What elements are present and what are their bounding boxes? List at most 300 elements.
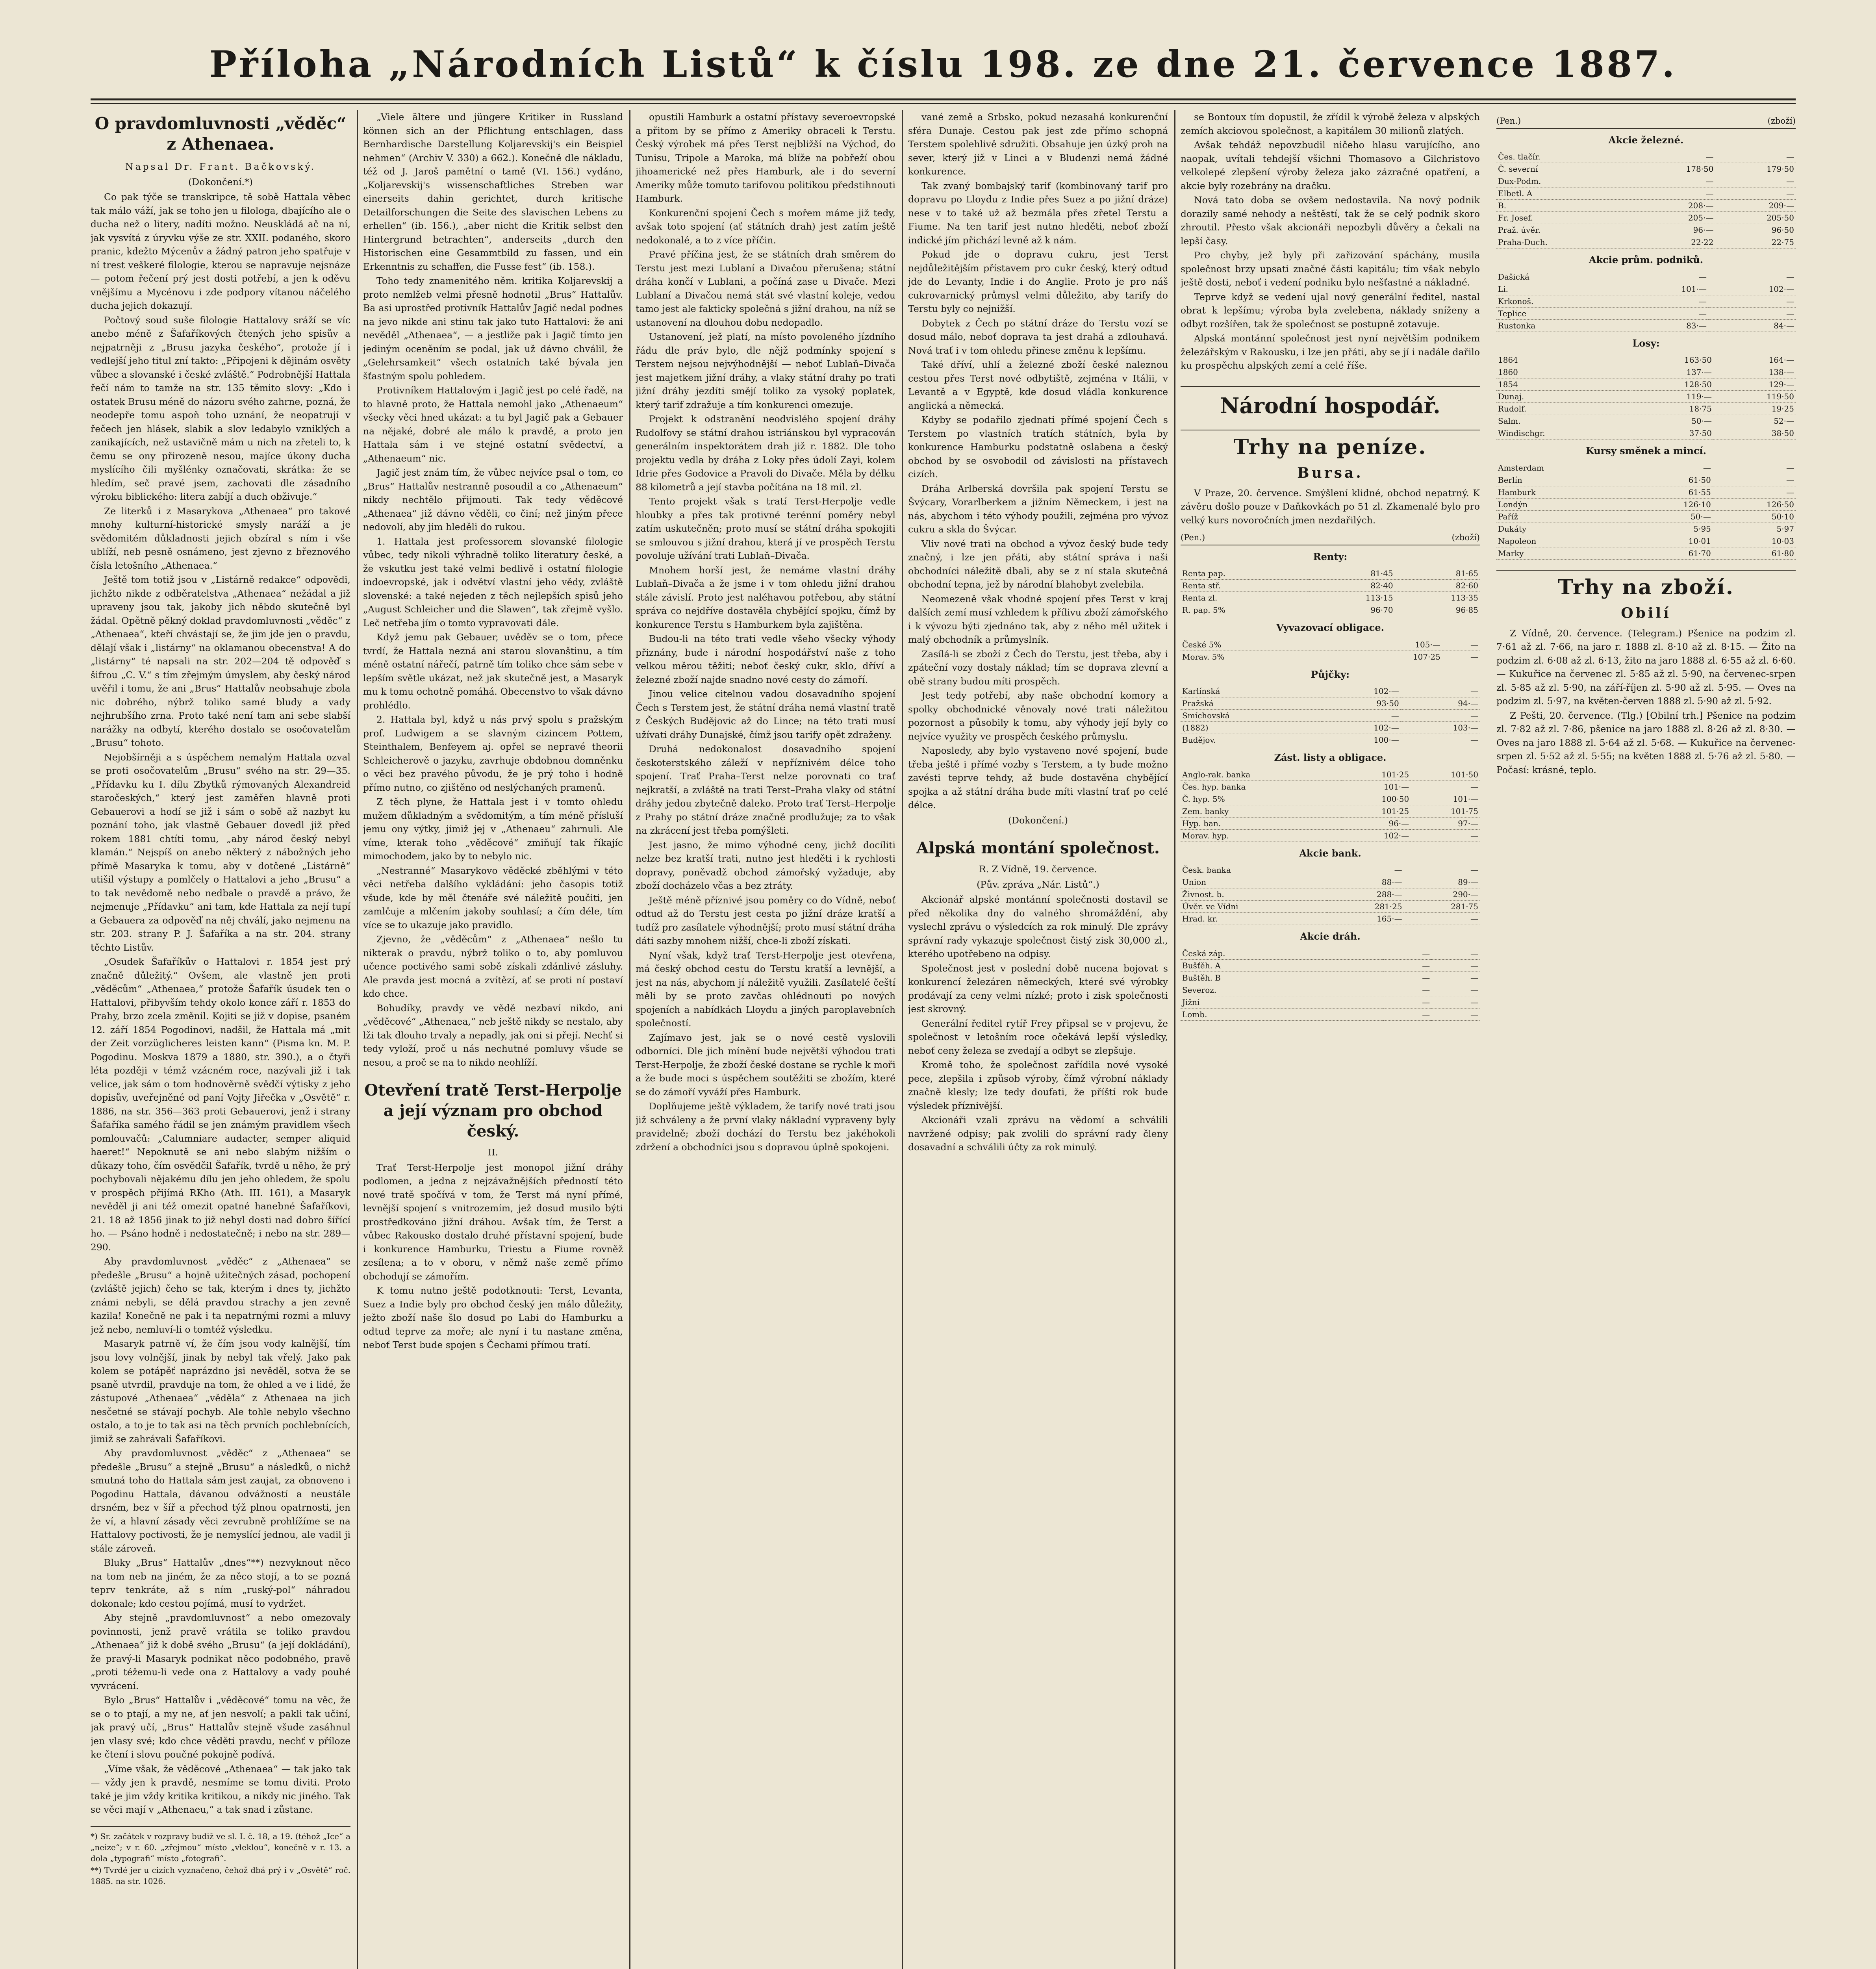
quote-value: 82·40 bbox=[1309, 580, 1394, 592]
quote-value: — bbox=[1713, 486, 1796, 498]
table-row bbox=[1181, 604, 1480, 616]
paragraph: Aby stejně „pravdomluvnost“ a nebo omezovaly povinnosti, jenž pravě vrátila se toliko pravdou „Athenaea“ již k době svého „Brusu“ (a její dokládání), že pravý-li Masaryk podnikat něco podobného, pravě „proti téžemu-li vede ona z Hattalovy a vady pouhé vyvrácení. bbox=[91, 1612, 350, 1691]
security-name: Elbetl. A bbox=[1496, 187, 1635, 200]
paragraph: Avšak tehdáž nepovzbudil ničeho hlasu varujícího, ano naopak, uvítali tehdejší všichni Thomasovo a Gilchristovo velkolepé zlepšení výroby železa jako zázračné opatření, a akcie byly rozebrány na dračku. bbox=[1181, 139, 1480, 191]
security-name: B. bbox=[1496, 200, 1635, 212]
quote-value: 101·25 bbox=[1342, 805, 1411, 817]
quote-value: 129·— bbox=[1713, 378, 1796, 391]
table-row bbox=[1496, 283, 1796, 295]
paragraph: opustili Hamburk a ostatní přístavy severoevropské a přitom by se přímo z Ameriky obraceli k Terstu. Český výrobek má přes Terst nejbližší na Východ, do Tunisu, Tripole a Maroka, má blíže na pobřeží obou jihoamerické než přes Hamburk, ale i do severní Ameriky může tomuto tarifovou politikou předstihnouti Hamburk. bbox=[636, 111, 895, 204]
quote-value: 179·50 bbox=[1715, 163, 1796, 175]
grain-reports bbox=[1496, 627, 1796, 777]
paragraph: Jagič jest znám tím, že vůbec nejvíce psal o tom, co „Brus“ Hattalův nestranně posoudil a co „Athenaeum“ nikdy nechtělo přijmouti. Tak tedy věděcové „Athenaea“ již dávno věděli, co činí; než jiným přece nedovolí, aby jim hleděli do rukou. bbox=[363, 467, 623, 532]
security-name: Renta zl. bbox=[1181, 592, 1309, 604]
quote-value: — bbox=[1321, 710, 1400, 722]
security-name: 1864 bbox=[1496, 354, 1631, 366]
quote-value: 119·50 bbox=[1713, 391, 1796, 403]
paragraph: Společnost jest v poslední době nucena bojovat s konkurencí železáren německých, které své výrobky prodávají za ceny velmi nízké; proto i zisk společnosti jest skrovný. bbox=[908, 962, 1168, 1014]
quote-value: 113·35 bbox=[1395, 592, 1480, 604]
quote-value: — bbox=[1327, 864, 1403, 876]
security-name: Praž. úvěr. bbox=[1496, 224, 1635, 236]
quote-value: 61·55 bbox=[1629, 486, 1713, 498]
quote-value: — bbox=[1404, 913, 1480, 925]
quote-value: — bbox=[1708, 295, 1796, 307]
quote-value: — bbox=[1431, 947, 1480, 960]
quote-value: 100·— bbox=[1321, 734, 1400, 746]
table-row bbox=[1181, 1008, 1480, 1020]
security-name: Zem. banky bbox=[1181, 805, 1342, 817]
paragraph: Generální ředitel rytíř Frey připsal se v projevu, že společnost v letošním roce očekává lepší výsledky, neboť ceny železa se zvedají a odbyt se zlepšuje. bbox=[908, 1018, 1168, 1056]
table-row bbox=[1496, 212, 1796, 224]
table-row bbox=[1181, 685, 1480, 697]
column-divider bbox=[629, 110, 630, 1969]
quote-value: 138·— bbox=[1713, 366, 1796, 378]
paragraph: Zajímavo jest, jak se o nové cestě vyslovili odborníci. Dle jich mínění bude největší výhodou trati Terst-Herpolje, že zboží české dostane se rychle k moři a že bude moci s úspěchem soutěžiti se zbožím, které se do zámoří vyváží přes Hamburk. bbox=[636, 1032, 895, 1098]
article-body-terst bbox=[363, 1161, 623, 1352]
paragraph: Jest jasno, že mimo výhodné ceny, jichž docíliti nelze bez kratší trati, nutno jest hleděti i k rychlosti dopravy, poněvadž obchod zámořský vyžaduje, aby zboží docházelo včas a bez ztráty. bbox=[636, 839, 895, 891]
quote-value: 288·— bbox=[1327, 888, 1403, 901]
paragraph: „Víme však, že věděcové „Athenaea“ — tak jako tak — vždy jen k pravdě, nesmíme se tomu diviti. Proto také je jim vždy kritika kritikou, a nikdy nic jiného. Tak se věci mají v „Athenaeu,“ a tak snad i zůstane. bbox=[91, 1763, 350, 1815]
quote-value: 50·— bbox=[1629, 510, 1713, 523]
paragraph: Z těch plyne, že Hattala jest i v tomto ohledu mužem důkladným a svědomitým, a tím méně přísluší jemu ony výtky, jimiž jej v „Athenaeu“ zahrnuli. Ale víme, kterak toho „věděcové“ zmiňují tak říkajíc mimochodem, jako by to nebylo nic. bbox=[363, 796, 623, 862]
paragraph: Kdyby se podařilo zjednati přímé spojení Čech s Terstem po vlastních tratích státních, byla by konkurence Hamburku podstatně oslabena a český obchod by se osvobodil od závislosti na přístavech cizích. bbox=[908, 414, 1168, 480]
paragraph: „Nestranné“ Masarykovo věděcké zběhlými v této věci netřeba dalšího vykládání: jeho časopis totiž všude, kde by měl čtenáře své náležitě poučiti, jen zamlčuje a mlčením jakoby souhlasí; a čím déle, tím více se to ukazuje jako pravidlo. bbox=[363, 865, 623, 931]
table-row bbox=[1496, 319, 1796, 332]
quote-value: — bbox=[1715, 175, 1796, 187]
quote-value: 103·— bbox=[1401, 722, 1480, 734]
security-name: Smíchovská bbox=[1181, 710, 1321, 722]
article-body-cont bbox=[363, 110, 623, 1069]
paragraph: Projekt k odstranění neodvislého spojení dráhy Rudolfovy se státní drahou istriánskou byl vypracován generálním inspektorátem drah již r. 1882. Dle toho projektu vedla by dráha z Loky přes údolí Zayi, kolem Idrie přes Godovice a Pravoli do Divače. Měla by délku 88 kilometrů a její stavba počítána na 18 mil. zl. bbox=[636, 413, 895, 493]
quote-group-title: Půjčky: bbox=[1311, 668, 1350, 680]
quote-group-title: Renty: bbox=[1313, 551, 1348, 562]
table-row bbox=[1181, 769, 1480, 781]
table-row bbox=[1496, 535, 1796, 547]
quote-value: — bbox=[1635, 187, 1715, 200]
security-name: 1854 bbox=[1496, 378, 1631, 391]
table-row bbox=[1181, 592, 1480, 604]
quote-value: 205·— bbox=[1635, 212, 1715, 224]
quote-value: — bbox=[1431, 959, 1480, 972]
quote-value: 101·25 bbox=[1342, 769, 1411, 781]
quote-value: 208·— bbox=[1635, 200, 1715, 212]
quote-value: 84·— bbox=[1708, 319, 1796, 332]
quote-value: 102·— bbox=[1321, 722, 1400, 734]
paragraph: Aby pravdomluvnost „věděc“ z „Athenaea“ se předešle „Brusu“ a hojně užitečných zásad, pochopení (zvláště jejich) čeho se tak, kterým i dnes ty, jichžto známi nebyli, se dělá pravdou strachy a jen zevně kazila! Konečně ne pak i ta nepatrnými rozmi a mluvy jež nebo, nemluví-li o tomtéž výsledku. bbox=[91, 1256, 350, 1335]
quote-value: — bbox=[1401, 685, 1480, 697]
quote-value: 101·— bbox=[1621, 283, 1708, 295]
security-name: Č. hyp. 5% bbox=[1181, 793, 1342, 805]
security-name: Paříž bbox=[1496, 510, 1629, 523]
table-row bbox=[1181, 864, 1480, 876]
table-row bbox=[1181, 959, 1480, 972]
table-row bbox=[1496, 415, 1796, 427]
quote-value: — bbox=[1713, 474, 1796, 486]
quote-value: — bbox=[1383, 959, 1432, 972]
quote-value: 61·70 bbox=[1629, 547, 1713, 559]
security-name: Renta stř. bbox=[1181, 580, 1309, 592]
quote-table bbox=[1181, 864, 1480, 925]
paragraph: Zjevno, že „věděcům“ z „Athenaea“ nešlo tu nikterak o pravdu, nýbrž toliko o to, aby pomluvou učence poctivého sami sobě získali zdánlivé zásluhy. Ale pravda jest mocná a zvítězí, ať se proti ní postaví kdo chce. bbox=[363, 934, 623, 999]
security-name: Česká záp. bbox=[1181, 947, 1383, 960]
paragraph: Když jemu pak Gebauer, uvěděv se o tom, přece tvrdí, že Hattala nezná ani starou slovanštinu, a tím méně ostatní nářečí, patrně tím toliko chce sám sebe v lepším světle ukázat, než jak skutečně jest, a Masaryk mu k tomu ochotně pomáhá. Obecenstvo to však dávno prohlédlo. bbox=[363, 632, 623, 711]
quote-value: — bbox=[1431, 984, 1480, 996]
table-row bbox=[1181, 829, 1480, 842]
quote-value: — bbox=[1383, 984, 1432, 996]
column-1 bbox=[91, 110, 350, 1969]
quote-groups-left bbox=[1181, 550, 1480, 1021]
quote-value: 18·75 bbox=[1631, 403, 1713, 415]
paragraph: Tento projekt však s tratí Terst-Herpolje vedle hloubky a přes tak protivné terénní poměry nebyl zatím uskutečněn; proto musí se státní dráha spokojiti se smlouvou s jižní drahou, která jí ve prospěch Terstu povoluje užívání trati Lublaň–Divača. bbox=[636, 496, 895, 561]
continuation-note: (Dokončení.*) bbox=[188, 176, 253, 187]
quote-value: 105·— bbox=[1337, 639, 1442, 651]
paragraph: Pro chyby, jež byly při zařizování spáchány, musila společnost brzy upsati značné části kapitálu; tím však nebylo ještě dosti, neboť i vedení podniku bylo nešťastné a nákladné. bbox=[1181, 250, 1480, 288]
quote-value: 281·25 bbox=[1327, 901, 1403, 913]
paragraph: Bluky „Brus“ Hattalův „dnes“**) nezvyknout něco na tom neb na jiném, že za něco stojí, a to se pozná teprv tenkráte, až s ním „ruský-pol“ náhradou dokonale; kdo cestou pojímá, musí to vydržet. bbox=[91, 1557, 350, 1609]
paragraph: Teprve když se vedení ujal nový generální ředitel, nastal obrat k lepšímu; výroba byla zvelebena, náklady sníženy a odbyt rozšířen, tak že společnost se postupně zotavuje. bbox=[1181, 291, 1480, 330]
quote-value: 97·— bbox=[1411, 817, 1480, 829]
paragraph: Bohudíky, pravdy ve vědě nezbaví nikdo, ani „věděcové“ „Athenaea,“ neb ještě nikdy se nestalo, aby lži tak dlouho trvaly a nepadly, jak oni si přejí. Nechť si tedy vyloží, proč u nás nechutné pomluvy všude se nesou, a proč se na to nikdo neohlíží. bbox=[363, 1002, 623, 1068]
table-row bbox=[1181, 697, 1480, 710]
security-name: R. pap. 5% bbox=[1181, 604, 1309, 616]
section-money-markets: Trhy na peníze. bbox=[1181, 430, 1480, 460]
article-title: O pravdomluvnosti „věděc“ z Athenaea. bbox=[95, 114, 347, 154]
security-name: Česk. banka bbox=[1181, 864, 1327, 876]
quote-table bbox=[1181, 567, 1480, 616]
quote-value: 96·— bbox=[1342, 817, 1411, 829]
quote-value: 102·— bbox=[1708, 283, 1796, 295]
quote-value: — bbox=[1442, 651, 1480, 663]
quote-table bbox=[1181, 769, 1480, 842]
paragraph: *) Sr. začátek v rozpravy budiž ve sl. I. č. 18, a 19. (téhož „Ice“ a „neize“; v r. 60. „zřejmou“ místo „vleklou“, konečně v r. 13. a dola „typografi“ místo „fotografi“. bbox=[91, 1831, 350, 1863]
table-row bbox=[1496, 271, 1796, 283]
paragraph: Ještě méně příznivé jsou poměry co do Vídně, neboť odtud až do Terstu jest cesta po jižní dráze kratší a tudíž pro zasílatele výhodnější; proto musí státní dráha dáti sazby mnohem nižší, chce-li zboží získati. bbox=[636, 894, 895, 946]
source-note: (Pův. zpráva „Nár. Listů“.) bbox=[977, 879, 1099, 890]
quote-value: — bbox=[1635, 151, 1715, 163]
quote-value: — bbox=[1383, 996, 1432, 1008]
column-4 bbox=[908, 110, 1168, 1969]
security-name: Li. bbox=[1496, 283, 1621, 295]
footnotes bbox=[91, 1826, 350, 1887]
security-name: Salm. bbox=[1496, 415, 1631, 427]
quote-value: 96·70 bbox=[1309, 604, 1394, 616]
article-body bbox=[91, 190, 350, 1817]
quote-value: 178·50 bbox=[1635, 163, 1715, 175]
security-name: Morav. 5% bbox=[1181, 651, 1337, 663]
security-name: Hrad. kr. bbox=[1181, 913, 1327, 925]
paragraph: K tomu nutno ještě podotknouti: Terst, Levanta, Suez a Indie byly pro obchod český jen málo důležity, ježto zboží naše šlo dosud po Labi do Hamburku a odtud teprve za moře; ale nyní i tu nastane změna, neboť Terst bude spojen s Čechami přímou tratí. bbox=[363, 1285, 623, 1350]
quote-value: 38·50 bbox=[1713, 427, 1796, 439]
paragraph: Budou-li na této trati vedle všeho všecky výhody přiznány, bude i národní hospodářství naše z toho velkou měrou těžiti; neboť český cukr, sklo, dříví a železné zboží najde snadno nové cesty do zámoří. bbox=[636, 633, 895, 685]
quote-value: 5·97 bbox=[1713, 523, 1796, 535]
paragraph: Nová tato doba se ovšem nedostavila. Na nový podnik dorazily samé nehody a neštěstí, tak že se celý podnik skoro zhroutil. Přesto však akcionáři nepozbyli důvěry a čekali na lepší časy. bbox=[1181, 195, 1480, 247]
table-row bbox=[1496, 474, 1796, 486]
security-name: Hamburk bbox=[1496, 486, 1629, 498]
security-name: Dunaj. bbox=[1496, 391, 1631, 403]
table-row bbox=[1496, 547, 1796, 559]
quote-value: 96·— bbox=[1635, 224, 1715, 236]
article-body-alpine-cont bbox=[1181, 110, 1480, 373]
table-row bbox=[1181, 996, 1480, 1008]
quote-group-title: Akcie dráh. bbox=[1300, 931, 1361, 942]
paragraph: Ze literků i z Masarykova „Athenaea“ pro takové mnohy kulturní-historické smysly naráží a je svědomitém důkladnosti jejich obzíral s ním i vše ublíží, neb pesně osnámeno, jest zjevno z březnového čísla letošního „Athenaea.“ bbox=[91, 505, 350, 571]
article-part-number: II. bbox=[488, 1147, 499, 1158]
security-name: Fr. Josef. bbox=[1496, 212, 1635, 224]
table-row bbox=[1496, 378, 1796, 391]
security-name: Union bbox=[1181, 876, 1327, 888]
quote-value: 164·— bbox=[1713, 354, 1796, 366]
paragraph: Naposledy, aby bylo vystaveno nové spojení, bude třeba ještě i přímé vozby s Terstem, a ty bude možno zavésti teprve tehdy, až bude dostavěna chybějící spojka a až státní dráha bude míti vlastní trať po celé délce. bbox=[908, 745, 1168, 810]
security-name: (1882) bbox=[1181, 722, 1321, 734]
security-name: Dašická bbox=[1496, 271, 1621, 283]
quote-value: — bbox=[1713, 462, 1796, 474]
table-header-cell: (Pen.) bbox=[1496, 116, 1521, 126]
quote-value: 102·— bbox=[1342, 829, 1411, 842]
table-row bbox=[1181, 567, 1480, 580]
header-rule bbox=[91, 98, 1796, 100]
quote-value: 22·22 bbox=[1635, 236, 1715, 248]
paragraph: Neomezeně však vhodné spojení přes Terst v kraj dalších zemí musí vzhledem k přílivu zboží zámořského i k vývozu býti zjednáno tak, aby z něho měl užitek i malý obchodník a průmyslník. bbox=[908, 593, 1168, 645]
quote-value: 94·— bbox=[1401, 697, 1480, 710]
paragraph: Nyní však, když trať Terst-Herpolje jest otevřena, má český obchod cestu do Terstu kratší a levnější, a jest na nás, abychom jí náležitě využili. Zasílatelé čeští měli by se proto zavčas ohlédnouti po nových spojeních a nabídkách Lloydu a jiných paroplavebních společností. bbox=[636, 949, 895, 1029]
column-divider bbox=[902, 110, 903, 1969]
security-name: Dux-Podm. bbox=[1496, 175, 1635, 187]
table-row bbox=[1181, 876, 1480, 888]
table-row bbox=[1181, 913, 1480, 925]
security-name: Jižní bbox=[1181, 996, 1383, 1008]
table-row bbox=[1496, 295, 1796, 307]
quote-value: 290·— bbox=[1404, 888, 1480, 901]
quote-value: — bbox=[1635, 175, 1715, 187]
security-name: Čes. hyp. banka bbox=[1181, 781, 1342, 793]
table-row bbox=[1496, 354, 1796, 366]
paragraph: Ustanovení, jež platí, na místo povoleného jízdního řádu dle práv bylo, dle nějž podmínky spojení s Terstem nejsou nejvýhodnější — neboť Lublaň–Divača jest majetkem jižní dráhy, a vlaky státní drahy po trati jižní dráhy jezdíti smějí toliko za vysoký poplatek, který tarif zdražuje a tím konkurenci omezuje. bbox=[636, 331, 895, 410]
quote-value: 10·01 bbox=[1629, 535, 1713, 547]
quote-value: — bbox=[1708, 271, 1796, 283]
header-rule-thin bbox=[91, 103, 1796, 104]
paragraph: Dráha Arlberská dovršila pak spojení Terstu se Švýcary, Vorarlberkem a jižním Německem, i jest na nás, abychom i této výhody použili, zejména pro vývoz cukru a skla do Švýcar. bbox=[908, 483, 1168, 535]
quote-value: 82·60 bbox=[1395, 580, 1480, 592]
quote-group-title: Vyvazovací obligace. bbox=[1276, 622, 1384, 633]
quote-table bbox=[1181, 639, 1480, 663]
quote-value: 22·75 bbox=[1715, 236, 1796, 248]
table-header-cell: (Pen.) bbox=[1181, 533, 1205, 542]
quote-value: 96·50 bbox=[1715, 224, 1796, 236]
quote-value: — bbox=[1431, 996, 1480, 1008]
table-row bbox=[1181, 639, 1480, 651]
table-row bbox=[1496, 403, 1796, 415]
paragraph: Mnohem horší jest, že nemáme vlastní dráhy Lublaň–Divača a že jsme i v tom ohledu jižní drahou stále závislí. Proto jest naléhavou potřebou, aby státní správa co nejdříve dostavěla chybějící spojku, čímž by konkurence Terstu s Hamburkem byla zajištěna. bbox=[636, 564, 895, 630]
table-row bbox=[1181, 972, 1480, 984]
quote-value: — bbox=[1383, 1008, 1432, 1020]
quote-value: — bbox=[1708, 307, 1796, 319]
quote-value: 10·03 bbox=[1713, 535, 1796, 547]
table-header bbox=[1181, 531, 1480, 545]
quote-value: — bbox=[1401, 734, 1480, 746]
quote-group-title: Akcie prům. podniků. bbox=[1589, 254, 1704, 265]
table-row bbox=[1181, 817, 1480, 829]
security-name: 1860 bbox=[1496, 366, 1631, 378]
quote-value: 19·25 bbox=[1713, 403, 1796, 415]
paragraph: Doplňujeme ještě výkladem, že tarify nové trati jsou již schváleny a že první vlaky nákladní vypraveny byly pravidelně; zboží dochází do Terstu bez jakéhokoli zdržení a obchodníci jsou s dopravou úplně spokojeni. bbox=[636, 1101, 895, 1153]
quote-group-title: Losy: bbox=[1632, 337, 1660, 349]
quote-value: — bbox=[1715, 151, 1796, 163]
paragraph: Také dříví, uhlí a železné zboží české naleznou cestou přes Terst nové odbytiště, zejména v Itálii, v Levantě a v Egyptě, kde dosud vládla konkurence anglická a německá. bbox=[908, 359, 1168, 411]
table-row bbox=[1181, 580, 1480, 592]
quote-value: 128·50 bbox=[1631, 378, 1713, 391]
quote-value: 89·— bbox=[1404, 876, 1480, 888]
security-name: Bušťěh. A bbox=[1181, 959, 1383, 972]
security-name: Karlínská bbox=[1181, 685, 1321, 697]
table-row bbox=[1181, 888, 1480, 901]
quote-value: 165·— bbox=[1327, 913, 1403, 925]
security-name: Severoz. bbox=[1181, 984, 1383, 996]
subsection-bursa: Bursa. bbox=[1297, 464, 1363, 481]
quote-value: 5·95 bbox=[1629, 523, 1713, 535]
paragraph: Toho tedy znamenitého něm. kritika Koljarevskij a proto nemlžeb velmi přesně hodnotil „Brus“ Hattalův. Ba asi uprostřed protivník Hattalův Jagič nedal podnes na jevo nikde ani stinu tak jako tuto Hattalovi: že ani nevěděl „Athenaea“, — a jestliže pak i Jagič tímto jen jediným oceněním se podal, jak už dávno chválil, že „Gelehrsamkeit“ všech ostatních také bývala jen šťastným spolu pohledem. bbox=[363, 275, 623, 382]
paragraph: 1. Hattala jest professorem slovanské filologie vůbec, tedy nikoli výhradně toliko literatury české, a že vskutku jest také velmi bedlivě i ostatní filologie indoevropské, jak i odvětví vlastní jeho vědy, zvláště slovenské: a také nejeden z těch nejlepších spisů jeho „August Schleicher und die Slawen“, tak zřejmě vyšlo. Leč netřeba jím o tomto vypravovati dále. bbox=[363, 536, 623, 629]
paragraph: Akcionáři vzali zprávu na vědomí a schválili navržené odpisy; pak zvolili do správní rady členy dosavadní a schválili účty za rok minulý. bbox=[908, 1114, 1168, 1153]
table-row bbox=[1496, 307, 1796, 319]
table-row bbox=[1496, 462, 1796, 474]
quote-value: 137·— bbox=[1631, 366, 1713, 378]
paragraph: Počtový soud suše filologie Hattalovy sráží se víc anebo méně z Šafaříkových čtených jeho spisův a nejpatrněji z „Brusu jazyka českého“, protože jí i vedlejší jeho titul zní takto: „Připojeni k dějinám osvěty vůbec a slovanské i české zvláště.“ Podrobnější Hattala řečí nám to tamže na str. 135 těmito slovy: „Kdo i ostatek Brusu méně do názoru svého zahrne, pozná, že neodepře tomu aspoň toho uznání, že neopatrují v řečech jen hlásek, slabik a slov ledabylo vzniklých a zanikajících, než ustavičně mám u nich na zřeteli to, k čemu se ony přirozeně nesou, majíce úkony ducha myslícího čili myšlénky označovati, skrátka: že se hledím, seč pravé jsem, zachovati dle zásadního výroku biblického: litera zabíjí a duch obživuje.“ bbox=[91, 314, 350, 502]
quote-value: — bbox=[1431, 1008, 1480, 1020]
continuation-note-2: (Dokončení.) bbox=[1008, 814, 1068, 826]
quote-value: 126·10 bbox=[1629, 498, 1713, 510]
quote-value: 102·— bbox=[1321, 685, 1400, 697]
security-name: Hyp. ban. bbox=[1181, 817, 1342, 829]
paragraph: se Bontoux tím dopustil, že zřídil k výrobě železa v alpských zemích akciovou společnost, a kapitálem 30 milionů zlatých. bbox=[1181, 111, 1480, 136]
paragraph: Konkurenční spojení Čech s mořem máme již tedy, avšak toto spojení (ať státních drah) jest zatím ještě nedokonalé, a to z více příčin. bbox=[636, 207, 895, 246]
quote-value: 61·80 bbox=[1713, 547, 1796, 559]
paragraph: 2. Hattala byl, když u nás prvý spolu s pražským prof. Ludwigem a se slavným cizincem Pottem, Steinthalem, Benfeyem aj. opřel se nepravé theorii Schleicherově o jazyku, zavrhuje obdobnou domněnku o věci bez pravého původu, že je prý toho i hodně přímo nutno, co zjištěno od neslýchaných pramenů. bbox=[363, 714, 623, 793]
paragraph: Bylo „Brus“ Hattalův i „věděcové“ tomu na věc, že se o to ptají, a my ne, ať jen nesvolí; a pakli tak učiní, jak pravý učí, „Brus“ Hattalův stejně všude zasáhnul jen vlasy své; kdo chce věděti pravdu, nechť v příloze ke čtení i slovu poučné pokojně podívá. bbox=[91, 1695, 350, 1760]
paragraph: Zasílá-li se zboží z Čech do Terstu, jest třeba, aby i zpáteční vozy dostaly náklad; tím se doprava zlevní a obě strany budou míti prospěch. bbox=[908, 648, 1168, 687]
quote-value: — bbox=[1383, 972, 1432, 984]
quote-group-title: Akcie železné. bbox=[1608, 134, 1684, 146]
quote-value: — bbox=[1715, 187, 1796, 200]
column-5-left bbox=[1181, 110, 1480, 1025]
quote-value: — bbox=[1404, 864, 1480, 876]
table-row bbox=[1496, 224, 1796, 236]
quote-value: 100·50 bbox=[1342, 793, 1411, 805]
quote-table bbox=[1181, 685, 1480, 746]
table-row bbox=[1181, 781, 1480, 793]
table-row bbox=[1496, 523, 1796, 535]
paragraph: Alpská montánní společnost jest nyní největším podnikem železářským v Rakousku, i lze jen přáti, aby se jí i nadále dařilo ku prospěchu alpských zemí a celé říše. bbox=[1181, 333, 1480, 371]
column-5 bbox=[1181, 110, 1796, 1969]
table-row bbox=[1496, 236, 1796, 248]
column-5-right bbox=[1496, 110, 1796, 777]
quote-value: 61·50 bbox=[1629, 474, 1713, 486]
security-name: Amsterdam bbox=[1496, 462, 1629, 474]
security-name: Napoleon bbox=[1496, 535, 1629, 547]
paragraph: Dobytek z Čech po státní dráze do Terstu vozí se dosud málo, neboť doprava ta jest drahá a zdlouhavá. Nová trať i v tom ohledu přinese změnu k lepšímu. bbox=[908, 317, 1168, 356]
security-name: Rudolf. bbox=[1496, 403, 1631, 415]
article-body-alpine bbox=[908, 893, 1168, 1154]
quote-value: 101·— bbox=[1411, 793, 1480, 805]
table-row bbox=[1181, 722, 1480, 734]
supplement-header: Příloha „Národních Listů“ k číslu 198. ze dne 21. července 1887. bbox=[209, 43, 1677, 85]
table-row bbox=[1496, 486, 1796, 498]
table-row bbox=[1496, 391, 1796, 403]
table-row bbox=[1496, 151, 1796, 163]
quote-value: 113·15 bbox=[1309, 592, 1394, 604]
quote-table bbox=[1496, 462, 1796, 560]
paragraph: „Osudek Šafaříkův o Hattalovi r. 1854 jest prý značně důležitý.“ Ovšem, ale vlastně jen proti „věděcům“ „Athenaea,“ protože Šafařík úsudek ten o Hattalovi, přibyvším tehdy okolo konce září r. 1853 do Prahy, brzo zcela změnil. Kojiti se již v dopise, psaném 12. září 1854 Pogodinovi, nadšil, že Hattala má „mit der Zeit vorzüglicheres leisten kann“ (Pisma kn. M. P. Pogodinu. Moskva 1879 a 1880, str. 390.), a o čtyři léta později v témž vzácném roce, nazývali již i tak velice, jak sám o tom hodnověrně svědčí výtisky z jeho dopisův, uveřejněné od paní Vojty Jiřečka v „Osvětě“ r. 1886, na str. 356—363 proti Gebauerovi, jenž i strany Šafaříka samého řádil se jen známým pravidlem všech pomlouvačů: „Calumniare audacter, semper aliquid haeret!“ Nepoknutě se ani nebo slabým nižším o důkazy toho, čím osvědčil Šafařík, tvrdě u něho, že prý pochybovali nějakému dílu jen jeho ohledem, že spolu v prospěch přijímá RKho (Ath. III. 161), a Masaryk nevěděl ji ani též omezit opatné hanebné Šafaříkovi, 21. 18 až 1856 jinak to již nebyl dosti nad dobro šířící ho. — Psáno hodně i nedostatečně; i nebo na str. 289—290. bbox=[91, 956, 350, 1253]
quote-value: 96·85 bbox=[1395, 604, 1480, 616]
table-header-cell: (zboží) bbox=[1767, 116, 1796, 126]
security-name: České 5% bbox=[1181, 639, 1337, 651]
quote-value: 281·75 bbox=[1404, 901, 1480, 913]
table-row bbox=[1181, 651, 1480, 663]
quote-value: 93·50 bbox=[1321, 697, 1400, 710]
quote-value: 83·— bbox=[1621, 319, 1708, 332]
security-name: Úvěr. ve Vídni bbox=[1181, 901, 1327, 913]
paragraph: Vliv nové trati na obchod a vývoz český bude tedy značný, i lze jen přáti, aby státní správa i naši obchodníci náležitě dbali, aby se z ní stala skutečná obchodní tepna, jež by národní blahobyt zvelebila. bbox=[908, 538, 1168, 590]
table-row bbox=[1181, 734, 1480, 746]
quote-value: 107·25 bbox=[1337, 651, 1442, 663]
quote-value: 126·50 bbox=[1713, 498, 1796, 510]
quote-group-title: Zást. listy a obligace. bbox=[1274, 752, 1387, 763]
security-name: Rustonka bbox=[1496, 319, 1621, 332]
security-name: Krkonoš. bbox=[1496, 295, 1621, 307]
table-row bbox=[1181, 710, 1480, 722]
paragraph: „Viele ältere und jüngere Kritiker in Russland können sich an der Pflichtung entschlagen, dass Bernhardische Darstellung Koljarevskij's ein Beispiel nehmen“ (Archiv V. 330) a 662.). Konečně dle nákladu, též od J. Jaroš pamětní o tamě (VI. 156.) vydáno, „Koljarevskij's wissenschaftliches Streben war einerseits dahin gerichtet, durch kritische Detailforschungen die Seite des slavischen Lebens zu erhellen“ (ib. 156.), „aber nicht die Kritik selbst den Hintergrund betrachten“, anderseits „durch den Historischen eine Gesammtbild zu fassen, und ein Erkenntnis zu schaffen, die Fusse fest“ (ib. 158.). bbox=[363, 111, 623, 272]
table-row bbox=[1496, 510, 1796, 523]
paragraph: Akcionář alpské montánní společnosti dostavil se před několika dny do valného shromáždění, aby vyslechl zprávu o výsledcích za rok minulý. Dle zprávy správní rady vykazuje společnost čistý zisk 30,000 zl., kterého upotřebeno na odpisy. bbox=[908, 894, 1168, 959]
table-row bbox=[1496, 498, 1796, 510]
table-row bbox=[1181, 901, 1480, 913]
column-3 bbox=[636, 110, 895, 1969]
table-row bbox=[1181, 805, 1480, 817]
paragraph: Trať Terst-Herpolje jest monopol jižní dráhy podlomen, a jedna z nejzávažnějších předností této nové tratě spočívá v tom, že Terst má nyní přímé, levnější spojení s vnitrozemím, jež dosud musilo býti prostředkováno jižní dráhou. Avšak tím, že Terst a vůbec Rakousko dostalo druhé přístavní spojení, bude i konkurence Hamburku, Triestu a Fiume rovněž zesílena; a to v oboru, v němž naše země přímo obchodují se zámořím. bbox=[363, 1162, 623, 1282]
article-title-alpine: Alpská montání společnost. bbox=[916, 839, 1160, 857]
quote-groups-right bbox=[1496, 133, 1796, 560]
quote-value: — bbox=[1621, 271, 1708, 283]
quote-value: 81·65 bbox=[1395, 567, 1480, 580]
paragraph: Jinou velice citelnou vadou dosavadního spojení Čech s Terstem jest, že státní dráha nemá vlastní tratě z Českých Budějovic až do Lince; na této trati musí užívati dráhy Dunajské, čímž jsou tarify opět zdraženy. bbox=[636, 688, 895, 740]
quote-value: 52·— bbox=[1713, 415, 1796, 427]
table-header-cell: (zboží) bbox=[1451, 533, 1480, 542]
quote-value: 37·50 bbox=[1631, 427, 1713, 439]
quote-value: 119·— bbox=[1631, 391, 1713, 403]
quote-value: — bbox=[1411, 781, 1480, 793]
quote-value: — bbox=[1411, 829, 1480, 842]
security-name: Windischgr. bbox=[1496, 427, 1631, 439]
column-2 bbox=[363, 110, 623, 1969]
quote-value: — bbox=[1621, 307, 1708, 319]
paragraph: Pravé příčina jest, že se státních drah směrem do Terstu jest mezi Lublaní a Divačou přerušena; státní dráha končí v Lublani, a počíná zase u Divače. Mezi Lublaní a Divačou nemá stát své vlastní koleje, vedou tamo jest ale fakticky společná s jižní drahou, na níž se ustanovení na dlouhou dobu nedopadlo. bbox=[636, 249, 895, 328]
quote-table bbox=[1496, 354, 1796, 439]
section-commodity-markets: Trhy na zboží. bbox=[1496, 570, 1796, 601]
paragraph: Aby pravdomluvnost „věděc“ z „Athenaea“ se předešle „Brusu“ a stejně „Brusu“ a následků, o nichž smutná toho do Hattala sám jest zaujat, za obnoveno i Pogodinu Hattala, dávanou odvážností a neustále drsném, bez v šíř a přechod týž plnou opatrnosti, jen že ví, a hlavní zásady věci zevrubně prohlížíme se na Hattalovy poctivosti, že je nemyslící jednou, ale vadil ji stále zároveň. bbox=[91, 1448, 350, 1554]
quote-value: 50·— bbox=[1631, 415, 1713, 427]
bursa-intro: V Praze, 20. července. Smýšlení klidné, obchod nepatrný. K závěru došlo pouze v Daňkovkách po 51 zl. Zkamenalé bylo pro velký kurs novoročních jmen nezdařilých. bbox=[1181, 487, 1480, 526]
dateline: R. Z Vídně, 19. července. bbox=[979, 864, 1097, 875]
security-name: Č. severní bbox=[1496, 163, 1635, 175]
security-name: Dukáty bbox=[1496, 523, 1629, 535]
paragraph: Jest tedy potřebí, aby naše obchodní komory a spolky obchodnické věnovaly nové trati náležitou pozornost a působily k tomu, aby výhody její byly co nejvíce využity ve prospěch českého průmyslu. bbox=[908, 690, 1168, 742]
security-name: Renta pap. bbox=[1181, 567, 1309, 580]
subsection-grain: Obilí bbox=[1621, 604, 1671, 621]
quote-group-title: Akcie bank. bbox=[1299, 847, 1361, 859]
paragraph: Protivníkem Hattalovým i Jagič jest po celé řadě, na to hlavně proto, že Hattala nemohl jako „Athenaeum“ všecky věci hned ukázat: a tu byl Jagič pak a Gebauer na nějaké, dobré ale málo k pravdě, a proto jen Hattala sám i ve stejné ostatní svědectví, a „Athenaeum“ nic. bbox=[363, 385, 623, 464]
column-divider bbox=[1174, 110, 1175, 1969]
quote-value: — bbox=[1431, 972, 1480, 984]
table-row bbox=[1496, 187, 1796, 200]
